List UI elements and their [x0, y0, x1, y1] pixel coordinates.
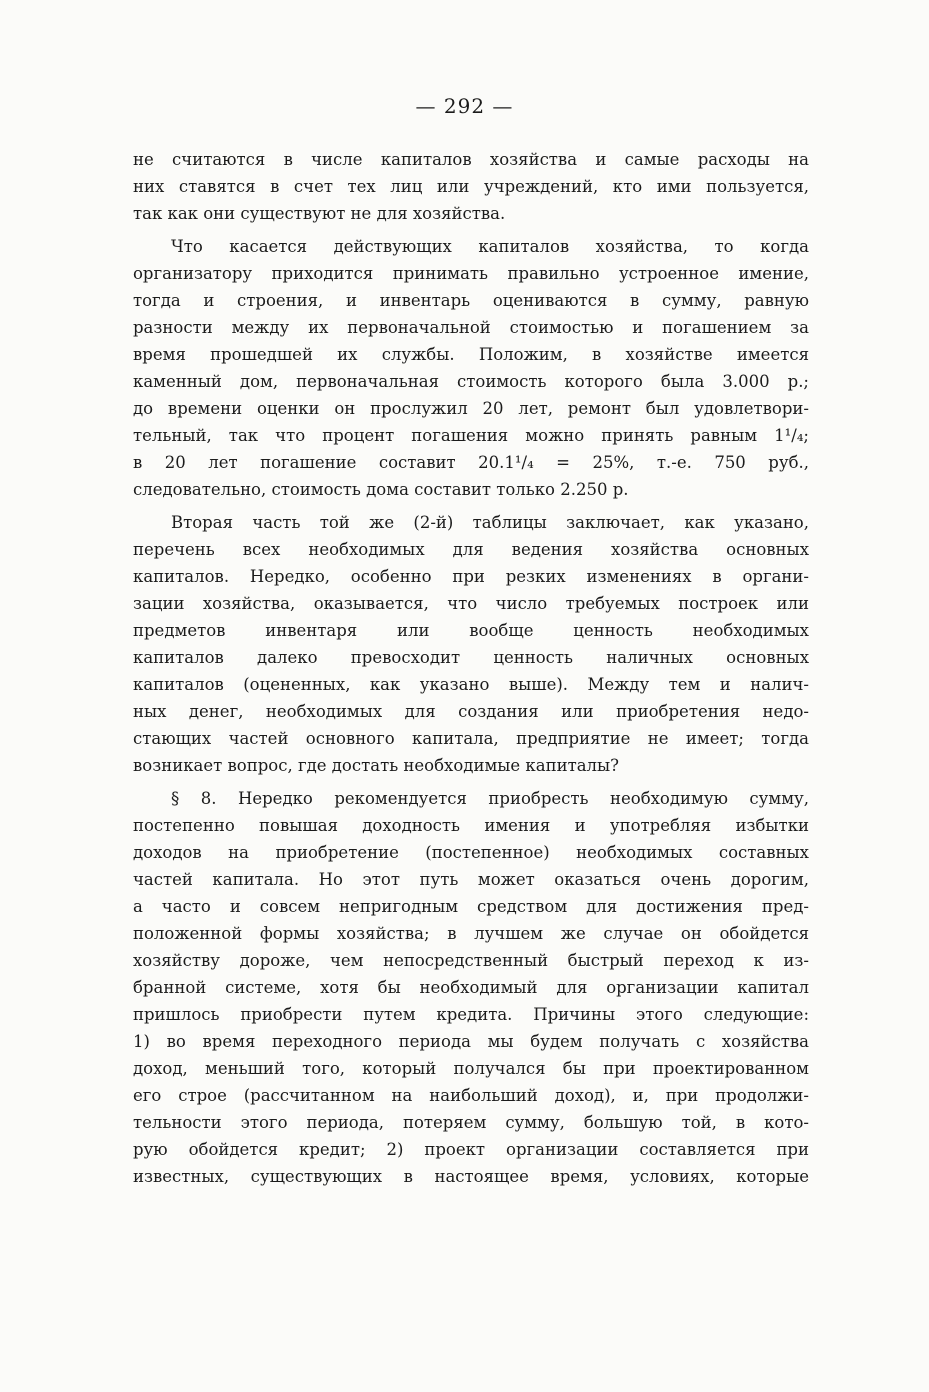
- text-line: капиталов далеко превосходит ценность наличных основных: [133, 648, 809, 667]
- text-line: доходов на приобретение (постепенное) необходимых составных: [133, 843, 809, 862]
- text-line: Вторая часть той же (2-й) таблицы заключает, как указано,: [171, 513, 809, 532]
- text-line: капиталов (оцененных, как указано выше). Между тем и налич-: [133, 675, 809, 694]
- text-line: в 20 лет погашение составит 20.1¹/₄ = 25%, т.-е. 750 руб.,: [133, 453, 809, 472]
- text-line: хозяйству дороже, чем непосредственный быстрый переход к из-: [133, 951, 809, 970]
- body-text: [133, 146, 809, 1190]
- text-line: частей капитала. Но этот путь может оказаться очень дорогим,: [133, 870, 809, 889]
- text-line: рую обойдется кредит; 2) проект организации составляется при: [133, 1140, 809, 1159]
- text-line: так как они существуют не для хозяйства.: [133, 204, 506, 223]
- text-line: 1) во время переходного периода мы будем получать с хозяйства: [133, 1032, 809, 1051]
- text-line: до времени оценки он прослужил 20 лет, ремонт был удовлетвори-: [133, 399, 809, 418]
- text-line: следовательно, стоимость дома составит только 2.250 р.: [133, 480, 629, 499]
- text-line: время прошедшей их службы. Положим, в хозяйстве имеется: [133, 345, 809, 364]
- text-line: тельный, так что процент погашения можно принять равным 1¹/₄;: [133, 426, 809, 445]
- text-line: каменный дом, первоначальная стоимость которого была 3.000 р.;: [133, 372, 809, 391]
- text-line: возникает вопрос, где достать необходимые капиталы?: [133, 756, 619, 775]
- text-line: разности между их первоначальной стоимостью и погашением за: [133, 318, 809, 337]
- text-line: перечень всех необходимых для ведения хозяйства основных: [133, 540, 809, 559]
- text-line: пришлось приобрести путем кредита. Причины этого следующие:: [133, 1005, 809, 1024]
- text-line: тельности этого периода, потеряем сумму, большую той, в кото-: [133, 1113, 809, 1132]
- text-line: известных, существующих в настоящее время, условиях, которые: [133, 1167, 809, 1186]
- text-line: не считаются в числе капиталов хозяйства и самые расходы на: [133, 150, 809, 169]
- text-line: ных денег, необходимых для создания или приобретения недо-: [133, 702, 809, 721]
- text-line: доход, меньший того, который получался бы при проектированном: [133, 1059, 809, 1078]
- text-line: зации хозяйства, оказывается, что число требуемых построек или: [133, 594, 809, 613]
- text-line: положенной формы хозяйства; в лучшем же случае он обойдется: [133, 924, 809, 943]
- text-line: бранной системе, хотя бы необходимый для организации капитал: [133, 978, 809, 997]
- text-line: § 8. Нередко рекомендуется приобресть необходимую сумму,: [171, 789, 809, 808]
- text-line: них ставятся в счет тех лиц или учреждений, кто ими пользуется,: [133, 177, 809, 196]
- page-number: — 292 —: [415, 94, 514, 118]
- text-line: организатору приходится принимать правильно устроенное имение,: [133, 264, 809, 283]
- text-line: его строе (рассчитанном на наибольший доход), и, при продолжи-: [133, 1086, 809, 1105]
- text-line: постепенно повышая доходность имения и употребляя избытки: [133, 816, 809, 835]
- text-line: Что касается действующих капиталов хозяйства, то когда: [171, 237, 809, 256]
- text-line: стающих частей основного капитала, предприятие не имеет; тогда: [133, 729, 809, 748]
- text-line: а часто и совсем непригодным средством для достижения пред-: [133, 897, 809, 916]
- text-line: тогда и строения, и инвентарь оцениваются в сумму, равную: [133, 291, 809, 310]
- text-line: капиталов. Нередко, особенно при резких изменениях в органи-: [133, 567, 809, 586]
- text-line: предметов инвентаря или вообще ценность необходимых: [133, 621, 809, 640]
